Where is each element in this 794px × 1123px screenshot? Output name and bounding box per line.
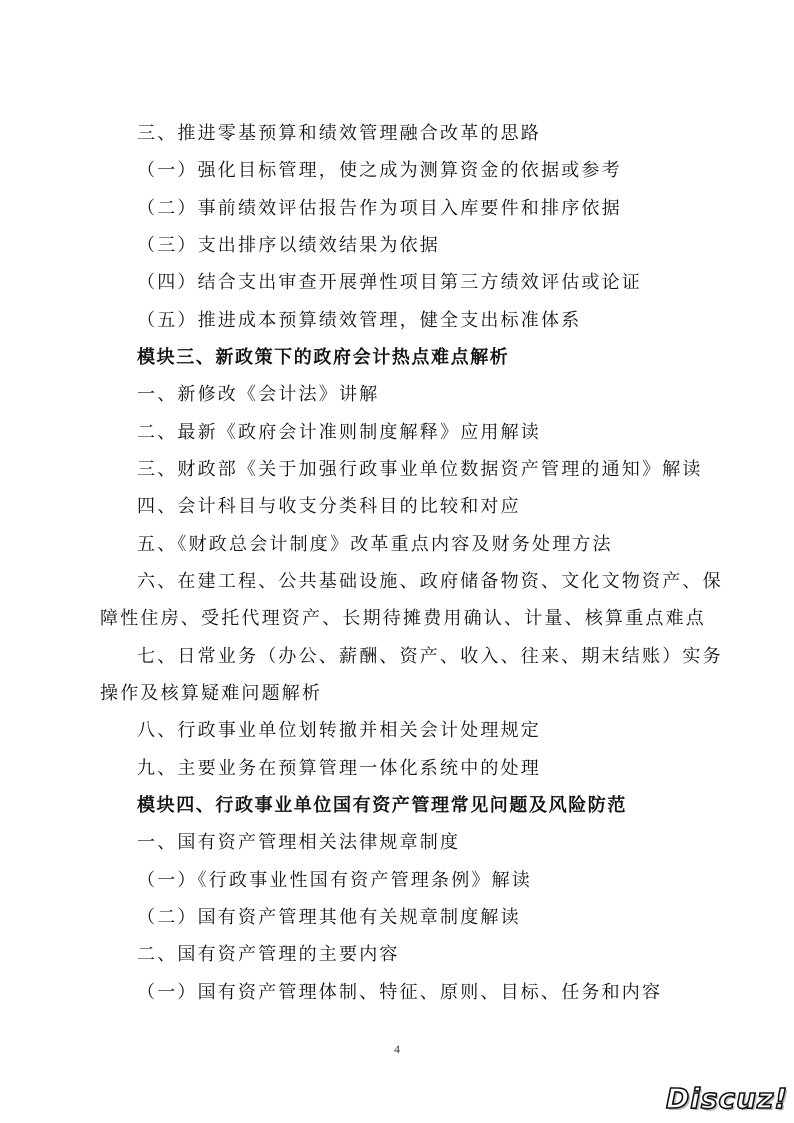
paragraph-continuation: 操作及核算疑难问题解析 [100, 683, 323, 704]
list-item: （一）强化目标管理，使之成为测算资金的依据或参考 [137, 160, 622, 181]
section-heading: 三、财政部《关于加强行政事业单位数据资产管理的通知》解读 [137, 459, 703, 480]
section-heading: 一、国有资产管理相关法律规章制度 [137, 832, 461, 853]
section-heading: 一、新修改《会计法》讲解 [137, 384, 380, 405]
module-heading: 模块四、行政事业单位国有资产管理常见问题及风险防范 [137, 795, 627, 816]
list-item: （二）事前绩效评估报告作为项目入库要件和排序依据 [137, 198, 622, 219]
module-heading: 模块三、新政策下的政府会计热点难点解析 [137, 347, 510, 368]
section-heading: 六、在建工程、公共基础设施、政府储备物资、文化文物资产、保 [137, 571, 723, 592]
section-heading: 二、最新《政府会计准则制度解释》应用解读 [137, 422, 541, 443]
page-number: 4 [394, 1042, 400, 1056]
section-heading: 八、行政事业单位划转撤并相关会计处理规定 [137, 720, 541, 741]
list-item: （五）推进成本预算绩效管理，健全支出标准体系 [137, 310, 582, 331]
list-item: （三）支出排序以绩效结果为依据 [137, 235, 440, 256]
section-heading: 七、日常业务（办公、薪酬、资产、收入、往来、期末结账）实务 [137, 646, 723, 667]
section-heading: 四、会计科目与收支分类科目的比较和对应 [137, 496, 521, 517]
section-heading: 二、国有资产管理的主要内容 [137, 944, 400, 965]
list-item: （一）《行政事业性国有资产管理条例》解读 [137, 870, 532, 891]
list-item: （一）国有资产管理体制、特征、原则、目标、任务和内容 [137, 982, 663, 1003]
list-item: （二）国有资产管理其他有关规章制度解读 [137, 907, 521, 928]
paragraph-continuation: 障性住房、受托代理资产、长期待摊费用确认、计量、核算重点难点 [100, 608, 706, 629]
section-heading: 九、主要业务在预算管理一体化系统中的处理 [137, 758, 541, 779]
discuz-watermark-logo: Discuz! [666, 1082, 789, 1115]
list-item: （四）结合支出审查开展弹性项目第三方绩效评估或论证 [137, 272, 642, 293]
section-heading: 五、《财政总会计制度》改革重点内容及财务处理方法 [137, 534, 613, 555]
section-heading: 三、推进零基预算和绩效管理融合改革的思路 [137, 123, 541, 144]
